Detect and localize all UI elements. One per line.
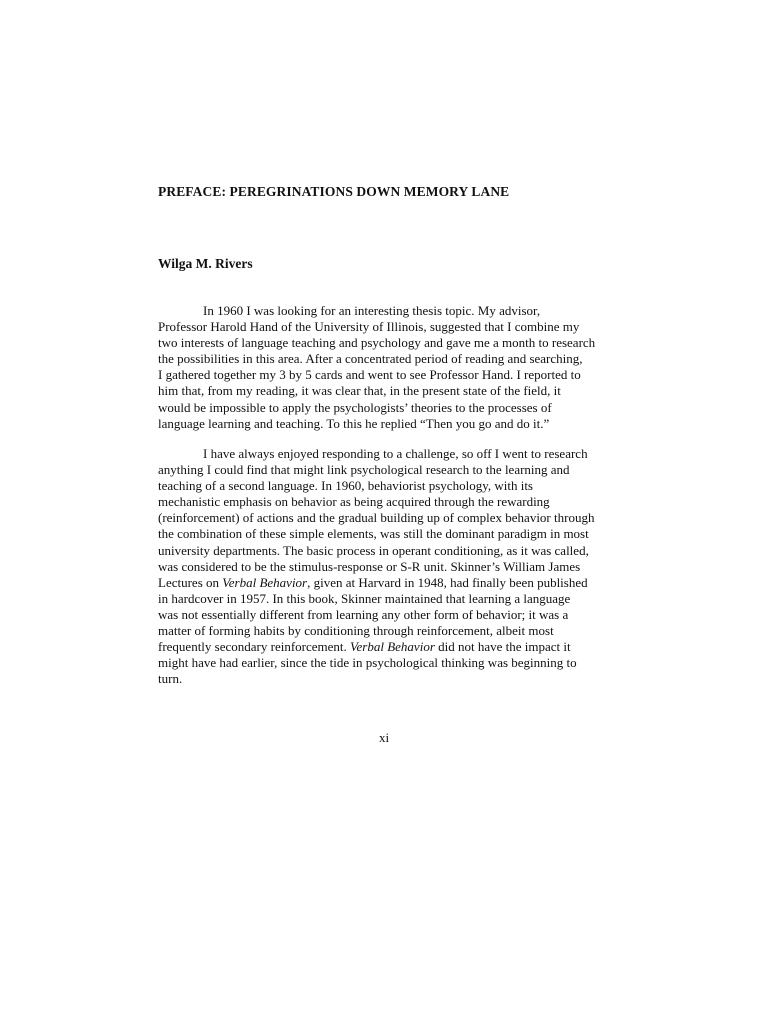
paragraph-2-line: university departments. The basic process in operant conditioning, as it was called, [158,542,589,558]
paragraph-1-line: I gathered together my 3 by 5 cards and went to see Professor Hand. I reported to [158,367,581,383]
paragraph-1-line: two interests of language teaching and psychology and gave me a month to research [158,335,596,351]
paragraph-2-line: anything I could find that might link psychological research to the learning and [158,462,570,478]
paragraph-2-line: teaching of a second language. In 1960, behaviorist psychology, with its [158,478,533,494]
book-title-italic: Verbal Behavior [222,574,308,590]
book-title-italic: Verbal Behavior [350,639,435,655]
paragraph-1-line: the possibilities in this area. After a concentrated period of reading and searching, [158,351,583,367]
paragraph-2-line: (reinforcement) of actions and the gradual building up of complex behavior through [158,510,595,526]
line-text: , given at Harvard in 1948, had finally been published [307,574,588,590]
line-text: did not have the impact it [434,639,571,655]
paragraph-2-line: might have had earlier, since the tide in psychological thinking was beginning to [158,655,577,671]
paragraph-2-line: mechanistic emphasis on behavior as being acquired through the rewarding [158,494,550,510]
paragraph-1-line: In 1960 I was looking for an interesting thesis topic. My advisor, [203,303,541,318]
paragraph-2-line: was not essentially different from learning any other form of behavior; it was a [158,606,569,622]
paragraph-2-line [158,639,618,655]
paragraph-2-line: I have always enjoyed responding to a challenge, so off I went to research [203,446,588,461]
paragraph-2-line: was considered to be the stimulus-response or S-R unit. Skinner’s William James [158,558,581,574]
paragraph-1-line: him that, from my reading, it was clear that, in the present state of the field, it [158,383,561,399]
paragraph-2-line: in hardcover in 1957. In this book, Skinner maintained that learning a language [158,590,571,606]
paragraph-1-line: Professor Harold Hand of the University of Illinois, suggested that I combine my [158,319,580,335]
paragraph-1-line: would be impossible to apply the psychologists’ theories to the processes of [158,399,552,415]
author-name: Wilga M. Rivers [158,256,253,271]
paragraph-2-line: matter of forming habits by conditioning through reinforcement, albeit most [158,623,554,639]
paragraph-1-line: language learning and teaching. To this he replied “Then you go and do it.” [158,415,550,431]
paragraph-2-line: the combination of these simple elements, was still the dominant paradigm in most [158,526,589,542]
paragraph-1 [158,303,618,432]
line-text: frequently secondary reinforcement. [158,639,351,655]
preface-title: PREFACE: PEREGRINATIONS DOWN MEMORY LANE [158,184,510,199]
line-text: Lectures on [158,574,223,590]
paragraph-2-line: turn. [158,671,183,687]
paragraph-2-line [158,575,618,591]
paragraph-2 [158,446,618,687]
page-number: xi [378,730,390,745]
